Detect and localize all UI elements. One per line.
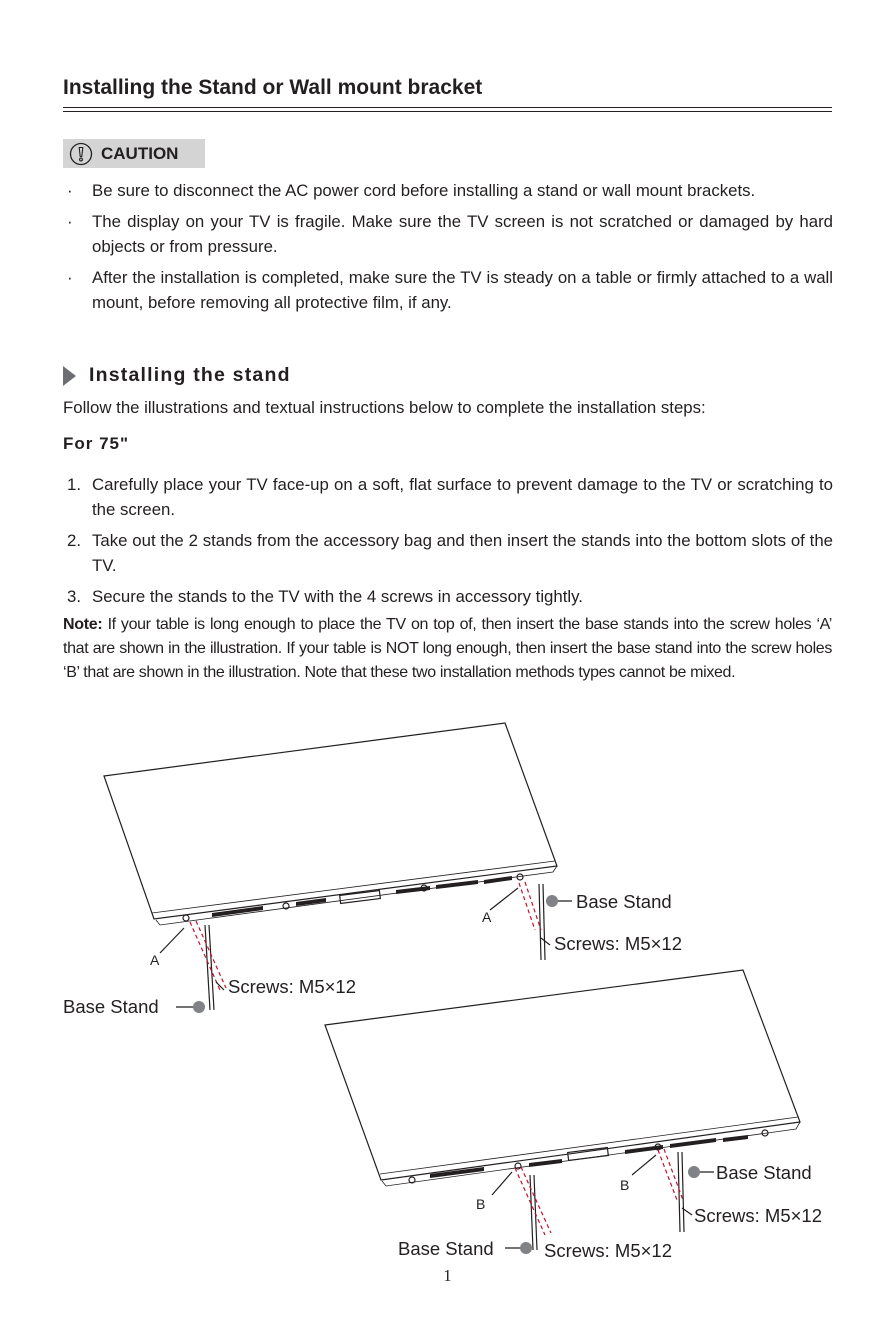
screws-label: Screws: M5×12 [544,1240,673,1261]
caution-list [63,178,833,321]
screws-label: Screws: M5×12 [554,933,683,954]
base-stand-label: Base Stand [716,1162,812,1183]
section-intro: Follow the illustrations and textual instructions below to complete the installation steps: [63,398,706,417]
step-number: 1. [67,475,81,494]
note-label: Note: [63,616,103,633]
caution-item [63,209,833,259]
section-heading [63,364,291,387]
step-text: Take out the 2 stands from the accessory bag and then insert the stands into the bottom slots of the TV. [92,531,833,575]
step-item [63,528,833,578]
bullet-dot: · [67,212,73,231]
bullet-dot: · [67,268,73,287]
caution-banner [63,139,205,168]
step-number: 3. [67,587,81,606]
page-number: 1 [443,1266,452,1285]
caution-item-text: Be sure to disconnect the AC power cord before installing a stand or wall mount brackets. [92,181,756,200]
caution-icon [67,140,95,168]
caution-item [63,178,833,203]
screws-label: Screws: M5×12 [228,976,357,997]
steps-list [63,472,833,615]
hole-label-a: A [482,909,492,925]
base-stand-label: Base Stand [398,1238,494,1259]
step-item [63,584,833,609]
title-rule-top [63,107,832,108]
note-text: If your table is long enough to place the TV on top of, then insert the base stands into the screw holes ‘A’ that are shown in the illustration. If your table is NOT long enough, then insert the base stand into the screw holes ‘B’ that are shown in the illustration. Note that these two installation methods types cannot be mixed. [63,616,832,681]
model-heading: For 75" [63,434,130,453]
screws-label: Screws: M5×12 [694,1205,823,1226]
base-stand-label: Base Stand [63,996,159,1017]
note-paragraph [63,613,832,685]
caution-item [63,265,833,315]
step-text: Carefully place your TV face-up on a soft, flat surface to prevent damage to the TV or scratching to the screen. [92,475,833,519]
stand-installation-illustration [0,710,895,1265]
caution-item-text: After the installation is completed, make sure the TV is steady on a table or firmly attached to a wall mount, before removing all protective film, if any. [92,268,833,312]
caution-item-text: The display on your TV is fragile. Make sure the TV screen is not scratched or damaged by hard objects or from pressure. [92,212,833,256]
play-triangle-icon [63,366,76,386]
tv-top-drawing [104,723,572,1010]
step-number: 2. [67,531,81,550]
caution-label: CAUTION [101,143,179,163]
section-title: Installing the stand [89,364,291,386]
hole-label-b: B [476,1196,486,1212]
step-text: Secure the stands to the TV with the 4 screws in accessory tightly. [92,587,583,606]
hole-label-a: A [150,952,160,968]
title-rule-bottom [63,111,832,112]
bullet-dot: · [67,181,73,200]
hole-label-b: B [620,1177,630,1193]
base-stand-label: Base Stand [576,891,672,912]
step-item [63,472,833,522]
page-title: Installing the Stand or Wall mount bracket [63,76,483,99]
